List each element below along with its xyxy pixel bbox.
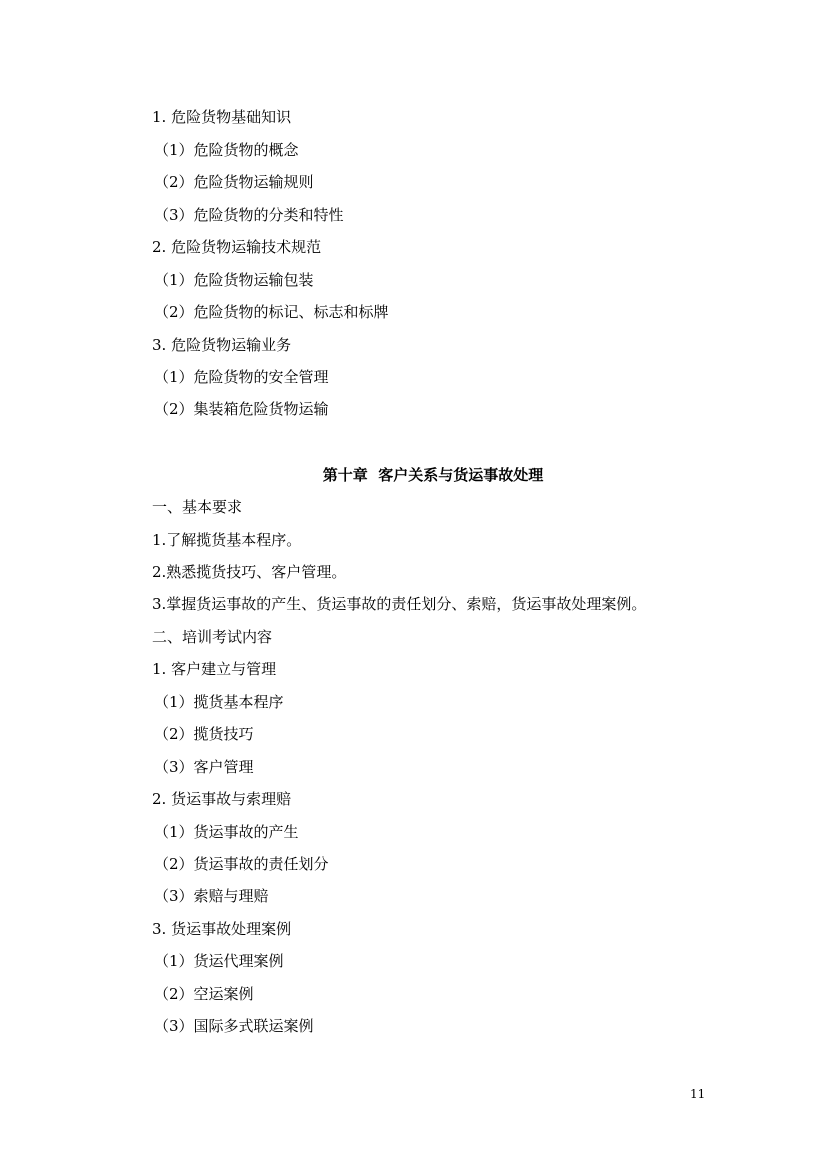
- requirement-item: 1.了解揽货基本程序。: [152, 531, 302, 549]
- list-item: （1）危险货物运输包装: [154, 271, 314, 289]
- requirement-item: 3.掌握货运事故的产生、货运事故的责任划分、索赔，货运事故处理案例。: [152, 595, 647, 613]
- list-item: （3）危险货物的分类和特性: [154, 206, 344, 224]
- basic-requirements-heading: 一、基本要求: [152, 498, 243, 516]
- list-item: （1）货运事故的产生: [154, 823, 299, 841]
- training-subheading-cases: 3. 货运事故处理案例: [152, 920, 292, 938]
- training-subheading-accident: 2. 货运事故与索理赔: [152, 790, 292, 808]
- section-heading-hazardous-technical: 2. 危险货物运输技术规范: [152, 238, 322, 256]
- training-heading: 二、培训考试内容: [152, 628, 273, 646]
- training-subheading-customer: 1. 客户建立与管理: [152, 660, 277, 678]
- list-item: （2）集装箱危险货物运输: [154, 400, 329, 418]
- chapter-title: 第十章 客户关系与货运事故处理: [322, 466, 544, 484]
- list-item: （2）揽货技巧: [154, 725, 254, 743]
- requirement-item: 2.熟悉揽货技巧、客户管理。: [152, 563, 347, 581]
- list-item: （2）危险货物运输规则: [154, 173, 314, 191]
- list-item: （2）危险货物的标记、标志和标牌: [154, 303, 389, 321]
- list-item: （3）客户管理: [154, 758, 254, 776]
- list-item: （1）货运代理案例: [154, 952, 284, 970]
- section-heading-hazardous-business: 3. 危险货物运输业务: [152, 336, 292, 354]
- list-item: （1）揽货基本程序: [154, 693, 284, 711]
- list-item: （3）国际多式联运案例: [154, 1017, 314, 1035]
- list-item: （2）货运事故的责任划分: [154, 855, 329, 873]
- list-item: （2）空运案例: [154, 985, 254, 1003]
- list-item: （3）索赔与理赔: [154, 887, 269, 905]
- list-item: （1）危险货物的安全管理: [154, 368, 329, 386]
- list-item: （1）危险货物的概念: [154, 141, 299, 159]
- section-heading-hazardous-basics: 1. 危险货物基础知识: [152, 108, 292, 126]
- page-number: 11: [690, 1087, 706, 1101]
